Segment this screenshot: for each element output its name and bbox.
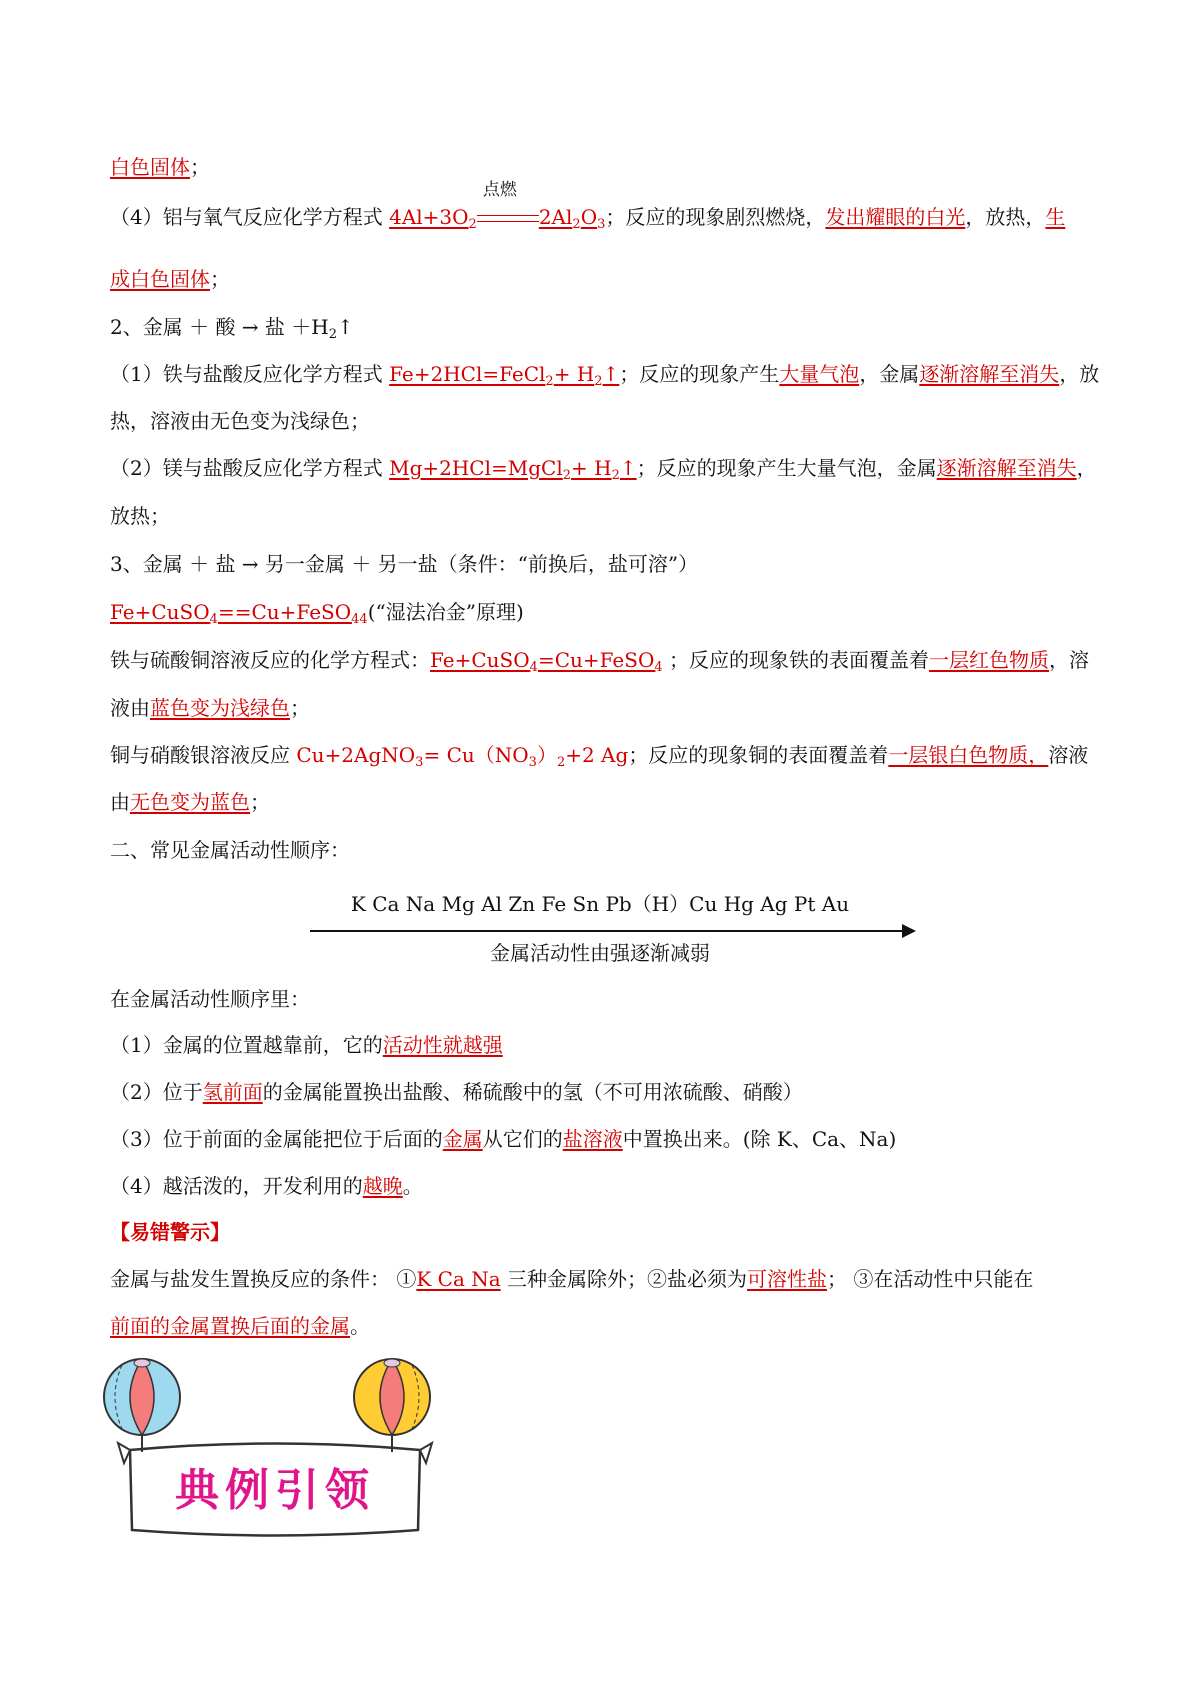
- beach-ball-icon: [104, 1359, 180, 1435]
- line-cu-agno3: 铜与硝酸银溶液反应 Cu+2AgNO$_3$= $Cu(NO_3)_2+2$ Ag；反应的现象铜的表面覆盖着一层银白色物质，溶液: [110, 743, 1089, 770]
- rule-4: （4）越活泼的，开发利用的越晚。: [110, 1174, 423, 1198]
- equation-fe-hcl: Fe+2HCl=FeCl$_2$+ $H_2↑$: [389, 362, 620, 389]
- line-fe-cuso4: 铁与硫酸铜溶液反应的化学方程式：Fe+CuSO$_4$=Cu+FeSO$_4$ ；反应的现象铁的表面覆盖着一层红色物质，溶: [110, 648, 1090, 675]
- banner-title: 典例引领: [175, 1465, 375, 1516]
- line-text: 由无色变为蓝色；: [110, 790, 270, 814]
- activity-series-caption: 金属活动性由强逐渐减弱: [490, 941, 710, 965]
- rule-2: （2）位于氢前面的金属能置换出盐酸、稀硫酸中的氢（不可用浓硫酸、硝酸）: [110, 1080, 803, 1104]
- warning-text: 金属与盐发生置换反应的条件： ①K Ca Na 三种金属除外；②盐必须为可溶性盐； ③在活动性中只能在: [110, 1267, 1034, 1291]
- equation-fe-cuso4: Fe+CuSO$_4$==Cu+FeSO$_{44}$: [110, 600, 368, 627]
- section-activity-series: 二、常见金属活动性顺序：: [110, 838, 350, 862]
- activity-series-metals: K Ca Na Mg Al Zn Fe Sn Pb（H）Cu Hg Ag Pt Au: [350, 892, 850, 916]
- warning-heading: 【易错警示】: [110, 1220, 230, 1244]
- section-metal-acid: 2、金属 ＋ 酸 → 盐 $+H_2↑$: [110, 315, 354, 342]
- rule-1: （1）金属的位置越靠前，它的活动性就越强: [110, 1033, 503, 1057]
- line-text: 在金属活动性顺序里：: [110, 987, 310, 1011]
- warning-text-cont: 前面的金属置换后面的金属。: [110, 1314, 370, 1338]
- line-text: 热，溶液由无色变为浅绿色；: [110, 409, 370, 433]
- example-banner: [100, 1355, 450, 1550]
- line-fe-hcl: （1）铁与盐酸反应化学方程式 Fe+2HCl=FeCl$_2$+ $H_2↑$；反应的现象产生大量气泡，金属逐渐溶解至消失，放: [110, 362, 1100, 389]
- section-metal-salt: 3、金属 ＋ 盐 → 另一金属 ＋ 另一盐（条件：“前换后，盐可溶”）: [110, 552, 699, 576]
- equation-cu-agno3: Cu+2AgNO$_3$= $Cu(NO_3)_2+2$ Ag: [296, 743, 629, 770]
- line-wet-metallurgy: Fe+CuSO$_4$==Cu+FeSO$_{44}$(“湿法冶金”原理): [110, 600, 524, 627]
- reaction-condition: 点燃: [477, 206, 539, 228]
- line-mg-hcl: （2）镁与盐酸反应化学方程式 Mg+2HCl=MgCl$_2$+ $H_2↑$；反应的现象产生大量气泡，金属逐渐溶解至消失，: [110, 456, 1097, 483]
- line-solid-white: 白色固体；: [110, 155, 210, 179]
- line-continued: 成白色固体；: [110, 267, 230, 291]
- equation-mg-hcl: Mg+2HCl=MgCl$_2$+ $H_2↑$: [389, 456, 637, 483]
- beach-ball-icon: [354, 1359, 430, 1435]
- arrow-icon: [310, 930, 910, 932]
- rule-3: （3）位于前面的金属能把位于后面的金属从它们的盐溶液中置换出来。(除 K、Ca、Na): [110, 1127, 897, 1151]
- equation-al-o2: $4Al+3O_2$: [389, 205, 477, 232]
- line-text: 液由蓝色变为浅绿色；: [110, 696, 310, 720]
- line-text: 放热；: [110, 504, 170, 528]
- line-al-o2-equation: （4）铝与氧气反应化学方程式 $4Al+3O_2$ 点燃 $2Al_2O_3$；反应的现象剧烈燃烧，发出耀眼的白光，放热，生: [110, 180, 1066, 232]
